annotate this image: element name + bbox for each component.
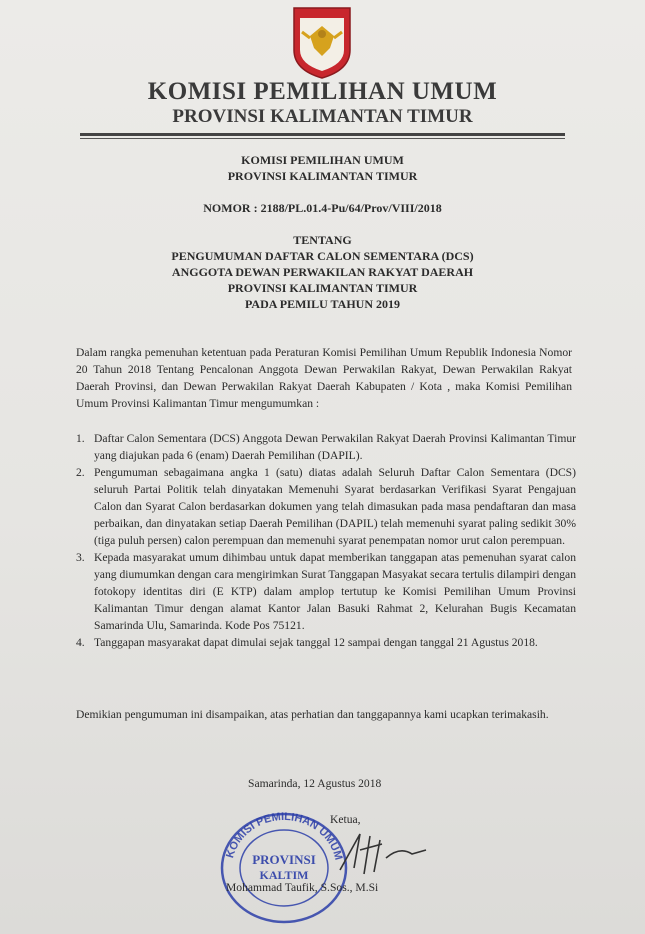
list-item	[76, 430, 576, 464]
signature-role: Ketua,	[330, 813, 361, 826]
intro-paragraph: Dalam rangka pemenuhan ketentuan pada Peraturan Komisi Pemilihan Umum Republik Indonesia Nomor 20 Tahun 2018 Tentang Pencalonan Anggota Dewan Perwakilan Rakyat, Dewan Perwakilan Rakyat Daerah Provinsi, dan Dewan Perwakilan Rakyat Daerah Kabupaten / Kota , maka Komisi Pemilihan Umum Provinsi Kalimantan Timur mengumumkan :	[76, 346, 572, 410]
list-item-text: Kepada masyarakat umum dihimbau untuk dapat memberikan tanggapan atas pemenuhan syarat calon yang diumumkan dengan cara mengirimkan Surat Tanggapan Masyakat secara tertulis dilampiri dengan fotokopy identitas diri (E KTP) dalam amplop tertutup ke Komisi Pemilihan Umum Provinsi Kalimantan Timur dengan alamat Kantor Jalan Basuki Rahmat 2, Kelurahan Bugis Kecamatan Samarinda Ulu, Samarinda. Kode Pos 75121.	[94, 551, 576, 632]
stamp-center-line-1: PROVINSI	[252, 852, 316, 867]
subject-line-4: PROVINSI KALIMANTAN TIMUR	[227, 281, 418, 295]
signature-place-date: Samarinda, 12 Agustus 2018	[248, 777, 382, 790]
letterhead-title: KOMISI PEMILIHAN UMUM	[147, 78, 498, 105]
list-item	[76, 634, 576, 651]
subject-line-2: PENGUMUMAN DAFTAR CALON SEMENTARA (DCS)	[171, 249, 474, 263]
list-item-number: 4.	[76, 636, 85, 649]
list-item-text: Pengumuman sebagaimana angka 1 (satu) diatas adalah Seluruh Daftar Calon Sementara (DCS) seluruh Partai Politik telah dinyatakan Memenuhi Syarat berdasarkan Verifikasi Syarat Pengajuan Calon dan Syarat Calon berdasarkan dokumen yang telah dimasukan pada masa pendaftaran dan masa perbaikan, dan dinyatakan setiap Daerah Pemilihan (DAPIL) telah memenuhi syarat paling sedikit 30% (tiga puluh persen) calon perempuan dan memenuhi syarat penempatan nomor urut calon perempuan.	[94, 466, 576, 547]
list-item-number: 2.	[76, 466, 85, 479]
stamp-center-line-2: KALTIM	[259, 868, 309, 882]
subject-line-1: TENTANG	[293, 233, 352, 247]
document-number: NOMOR : 2188/PL.01.4-Pu/64/Prov/VIII/2018	[203, 201, 442, 215]
org-line-2: PROVINSI KALIMANTAN TIMUR	[227, 169, 418, 183]
signatory-name: Mohammad Taufik, S.Sos., M.Si	[226, 881, 379, 894]
list-item-number: 1.	[76, 432, 85, 445]
announcement-list	[76, 430, 576, 651]
org-line-1: KOMISI PEMILIHAN UMUM	[241, 153, 404, 167]
list-item	[76, 464, 576, 549]
handwritten-signature	[330, 828, 430, 884]
kpu-logo	[290, 4, 354, 80]
stamp-ring-text: KOMISI PEMILIHAN UMUM	[224, 810, 345, 862]
letterhead-rule-thick	[80, 133, 565, 136]
subject-line-5: PADA PEMILU TAHUN 2019	[244, 297, 400, 311]
letterhead-rule-thin	[80, 138, 565, 139]
list-item-number: 3.	[76, 551, 85, 564]
list-item	[76, 549, 576, 634]
letterhead-subtitle: PROVINSI KALIMANTAN TIMUR	[172, 106, 473, 127]
list-item-text: Tanggapan masyarakat dapat dimulai sejak tanggal 12 sampai dengan tanggal 21 Agustus 2018.	[94, 636, 538, 649]
closing-paragraph: Demikian pengumuman ini disampaikan, atas perhatian dan tanggapannya kami ucapkan terimakasih.	[76, 708, 549, 721]
subject-line-3: ANGGOTA DEWAN PERWAKILAN RAKYAT DAERAH	[171, 265, 474, 279]
list-item-text: Daftar Calon Sementara (DCS) Anggota Dewan Perwakilan Rakyat Daerah Provinsi Kalimantan Timur yang diajukan pada 6 (enam) Daerah Pemilihan (DAPIL).	[94, 432, 576, 462]
